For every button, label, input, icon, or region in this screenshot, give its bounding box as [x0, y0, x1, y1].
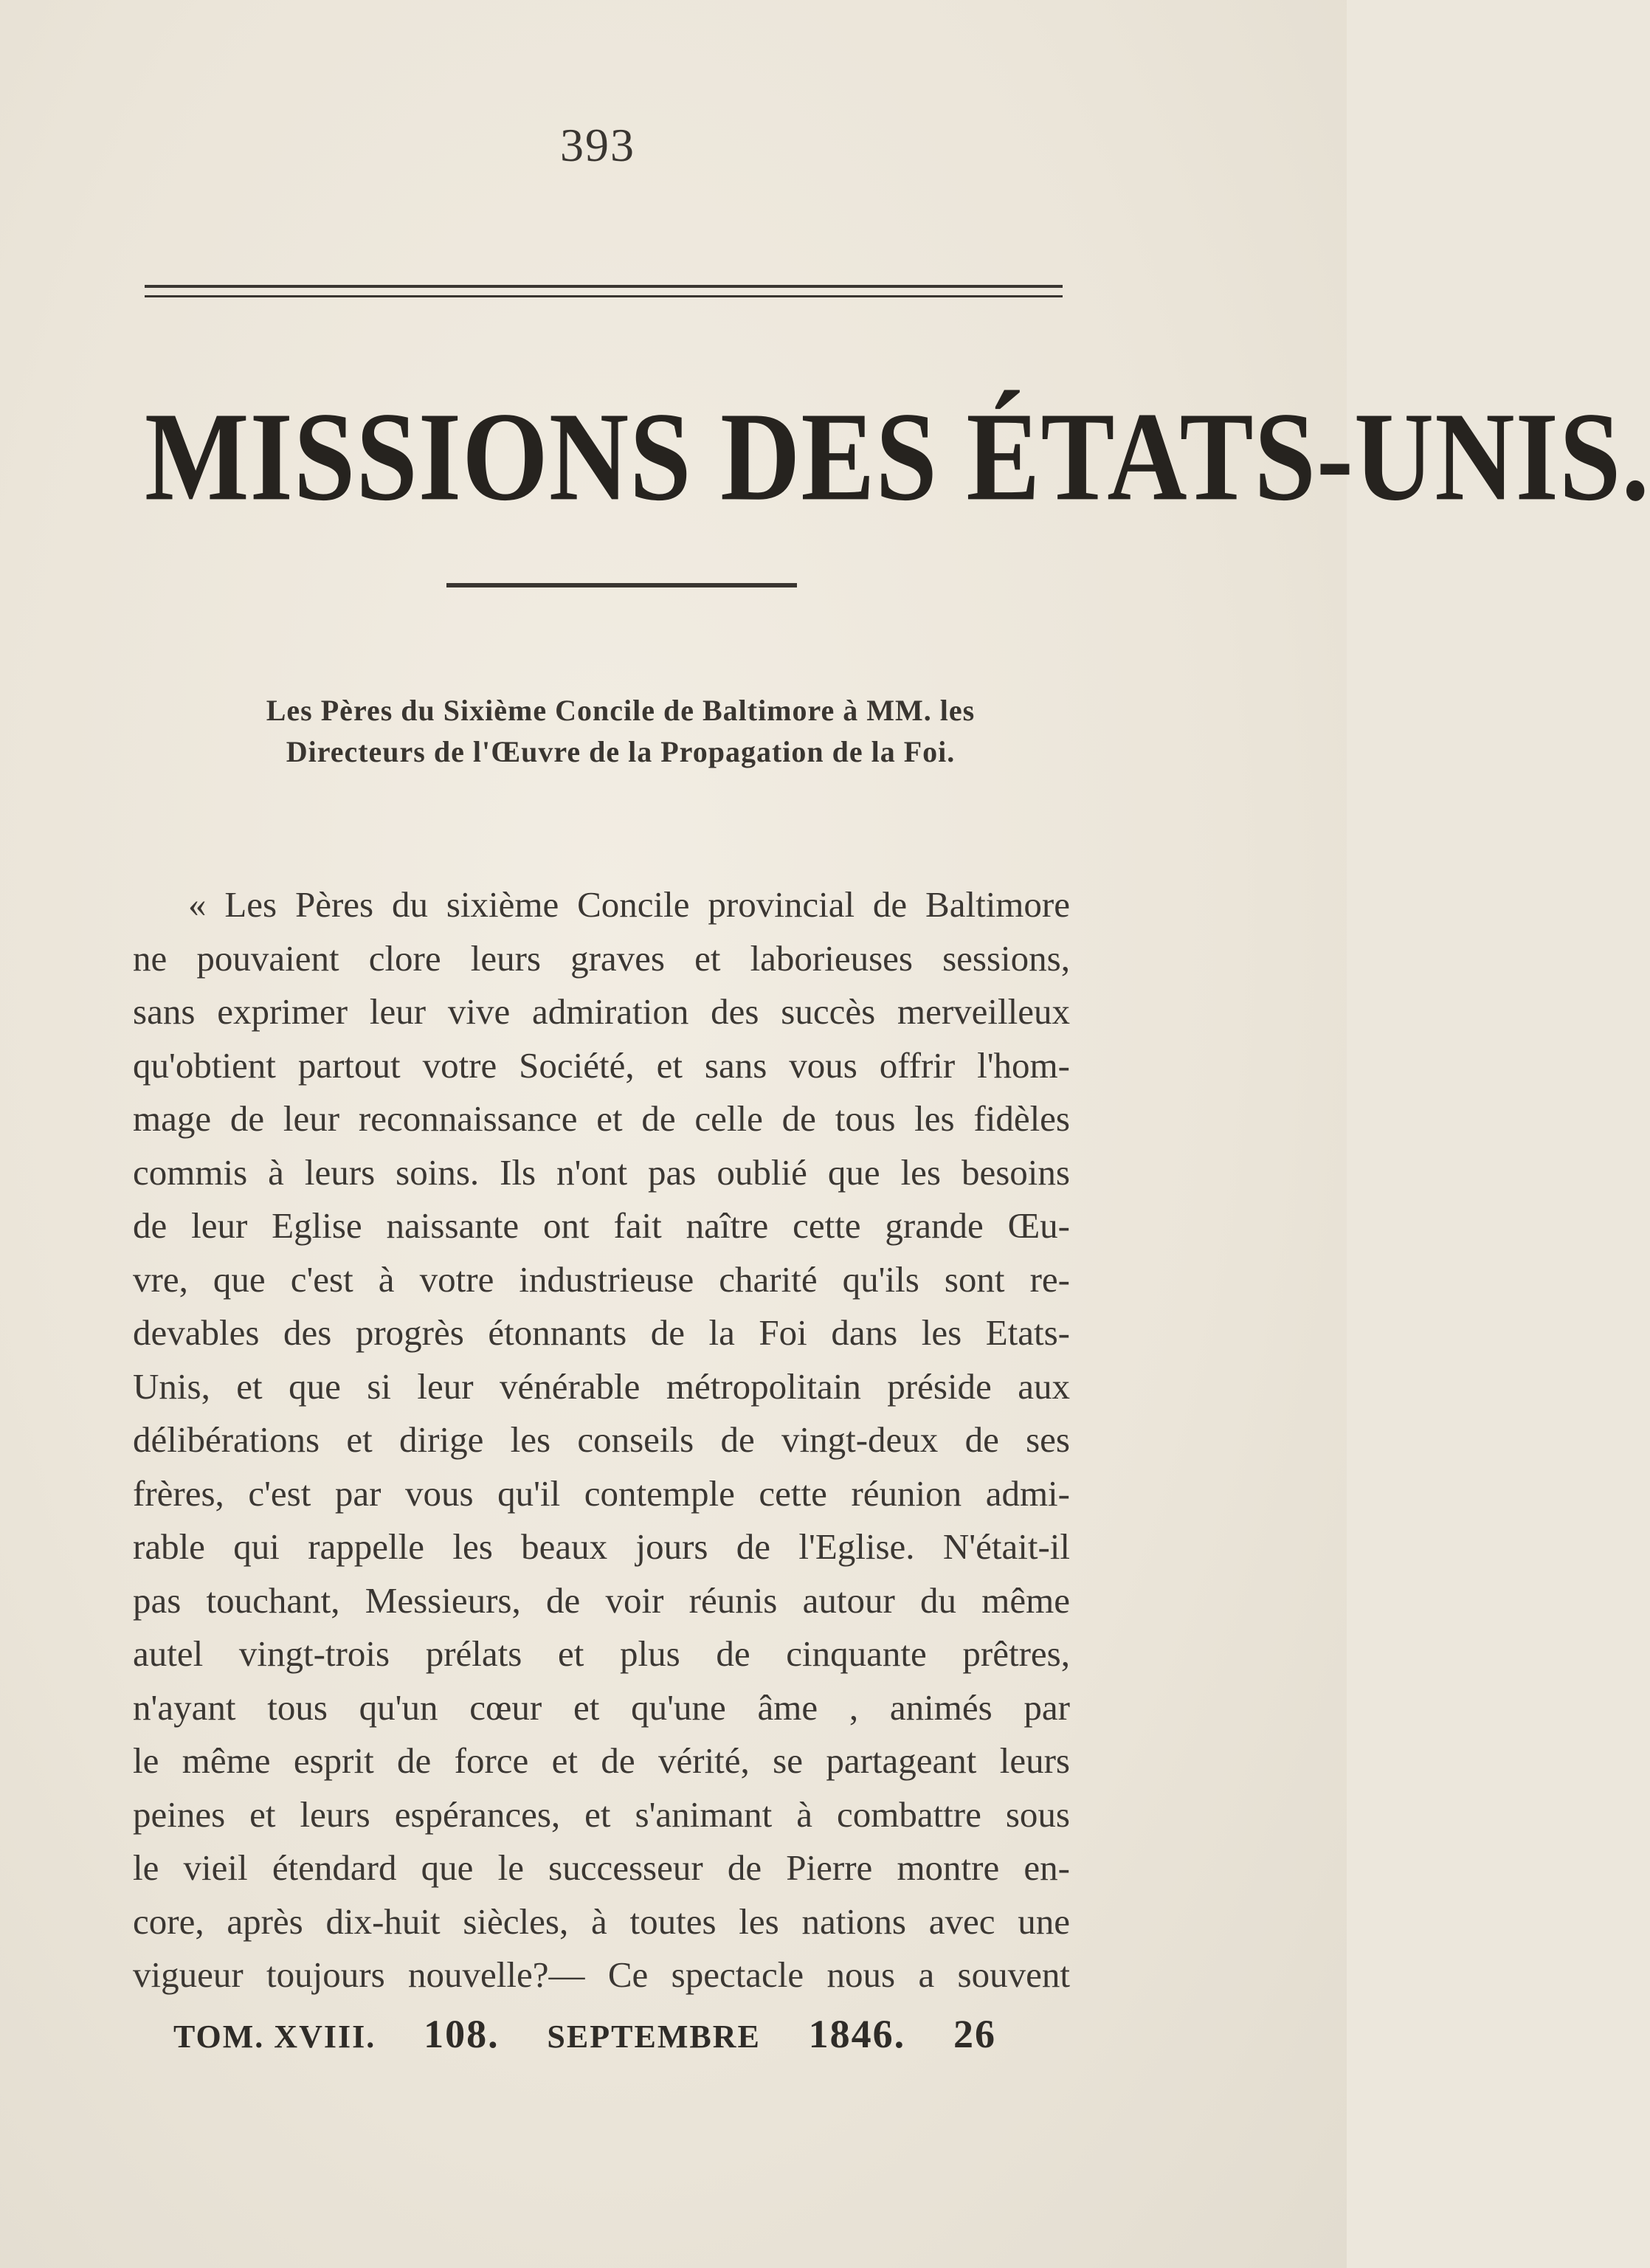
text-line: ne pouvaient clore leurs graves et laborieuses sessions,	[133, 937, 1070, 979]
text-line: de leur Eglise naissante ont fait naître cette grande Œu-	[133, 1205, 1070, 1246]
footer-month: SEPTEMBRE	[547, 2019, 761, 2055]
text-line: mage de leur reconnaissance et de celle de tous les fidèles	[133, 1098, 1070, 1139]
text-line: sans exprimer leur vive admiration des succès merveilleux	[133, 991, 1070, 1032]
text-line: qu'obtient partout votre Société, et sans vous offrir l'hom-	[133, 1044, 1070, 1086]
subtitle-line-2: Directeurs de l'Œuvre de la Propagation de la Foi.	[286, 735, 956, 768]
text-line: délibérations et dirige les conseils de vingt-deux de ses	[133, 1419, 1070, 1460]
footer-signature: 26	[953, 2012, 996, 2056]
text-line: core, après dix-huit siècles, à toutes les nations avec une	[133, 1900, 1070, 1942]
text-line: le même esprit de force et de vérité, se partageant leurs	[133, 1740, 1070, 1781]
text-line: vre, que c'est à votre industrieuse charité qu'ils sont re-	[133, 1258, 1070, 1300]
text-line: Unis, et que si leur vénérable métropolitain préside aux	[133, 1365, 1070, 1407]
footer-tome: TOM. XVIII.	[173, 2019, 376, 2055]
top-double-rule	[145, 285, 1063, 297]
text-line: frères, c'est par vous qu'il contemple cette réunion admi-	[133, 1472, 1070, 1514]
text-line: autel vingt-trois prélats et plus de cinquante prêtres,	[133, 1633, 1070, 1674]
section-subtitle	[145, 690, 1097, 773]
page-title: MISSIONS DES ÉTATS-UNIS.	[145, 386, 1650, 528]
text-line: le vieil étendard que le successeur de Pierre montre en-	[133, 1847, 1070, 1888]
text-line: « Les Pères du sixième Concile provincial de Baltimore	[188, 884, 1070, 925]
footer-year: 1846.	[808, 2012, 906, 2056]
title-divider	[446, 583, 797, 587]
body-text	[133, 878, 1070, 2002]
footer-issue-number: 108.	[424, 2012, 500, 2056]
text-line: pas touchant, Messieurs, de voir réunis autour du même	[133, 1579, 1070, 1621]
subtitle-line-1: Les Pères du Sixième Concile de Baltimore à MM. les	[266, 694, 976, 727]
text-line: n'ayant tous qu'un cœur et qu'une âme , animés par	[133, 1686, 1070, 1728]
text-line: commis à leurs soins. Ils n'ont pas oublié que les besoins	[133, 1151, 1070, 1193]
page-number: 393	[560, 119, 635, 171]
text-line: peines et leurs espérances, et s'animant à combattre sous	[133, 1793, 1070, 1835]
page-footer	[173, 2011, 996, 2057]
text-line: devables des progrès étonnants de la Foi dans les Etats-	[133, 1312, 1070, 1353]
text-line: vigueur toujours nouvelle?— Ce spectacle nous a souvent	[133, 1954, 1070, 1995]
text-line: rable qui rappelle les beaux jours de l'Eglise. N'était-il	[133, 1526, 1070, 1567]
